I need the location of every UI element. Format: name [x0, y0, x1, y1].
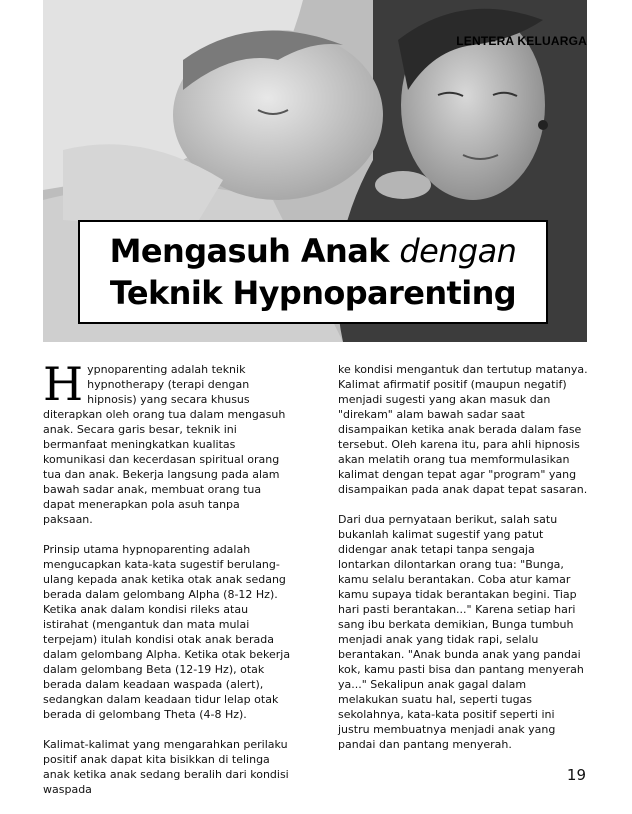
article-title-italic: dengan — [399, 232, 517, 270]
article-title-bold: Mengasuh Anak — [109, 232, 389, 270]
drop-cap: H — [43, 357, 84, 411]
article-title-line-1 — [80, 230, 546, 272]
article-paragraph — [43, 357, 293, 527]
article-paragraph-text: ypnoparenting adalah teknik hypnotherapy (terapi dengan hipnosis) yang secara khusus diterapkan oleh orang tua dalam mengasuh anak. Secara garis besar, teknik ini bermanfaat meningkatkan kualitas komunikasi dan kecerdasan spiritual orang tua dan anak. Bekerja langsung pada alam bawah sadar anak, membuat orang tua dapat menerapkan pola asuh tanpa paksaan. — [43, 363, 286, 526]
article-column-right — [338, 362, 588, 767]
article-title-box — [78, 220, 548, 324]
article-paragraph: ke kondisi mengantuk dan tertutup matanya. Kalimat afirmatif positif (maupun negatif) menjadi sugesti yang akan masuk dan "direkam" alam bawah sadar saat disampaikan ketika anak berada dalam fase tersebut. Oleh karena itu, para ahli hipnosis akan melatih orang tua memformulasikan kalimat dengan tepat agar "program" yang disampaikan pada anak dapat tepat sasaran. — [338, 363, 588, 496]
section-tag: LENTERA KELUARGA — [456, 34, 587, 48]
article-title-line-2: Teknik Hypnoparenting — [109, 274, 517, 312]
article-paragraph: Dari dua pernyataan berikut, salah satu bukanlah kalimat sugestif yang patut didengar anak tetapi tanpa sengaja lontarkan dilontarkan orang tua: "Bunga, kamu selalu berantakan. Coba atur kamar kamu supaya tidak berantakan begini. Tiap hari pasti berantakan..." Karena setiap hari sang ibu berkata demikian, Bunga tumbuh menjadi anak yang tidak rapi, selalu berantakan. "Anak bunda anak yang pandai kok, kamu pasti bisa dan pantang menyerah ya..." Sekalipun anak gagal dalam melakukan suatu hal, seperti tugas sekolahnya, kata-kata positif seperti ini justru membuatnya menjadi anak yang pandai dan pantang menyerah. — [338, 513, 584, 751]
article-paragraph: Kalimat-kalimat yang mengarahkan perilaku positif anak dapat kita bisikkan di telinga anak ketika anak sedang beralih dari kondisi waspada — [43, 738, 289, 796]
page-number: 19 — [566, 766, 586, 784]
article-column-left — [43, 357, 293, 812]
article-paragraph: Prinsip utama hypnoparenting adalah mengucapkan kata-kata sugestif berulang-ulang kepada anak ketika otak anak sedang berada dalam gelombang Alpha (8-12 Hz). Ketika anak dalam kondisi rileks atau istirahat (mengantuk dan mata mulai terpejam) itulah kondisi otak anak berada dalam gelombang Alpha. Ketika otak bekerja dalam gelombang Beta (12-19 Hz), otak berada dalam keadaan waspada (alert), sedangkan dalam keadaan tidur lelap otak berada di gelombang Theta (4-8 Hz). — [43, 543, 291, 721]
